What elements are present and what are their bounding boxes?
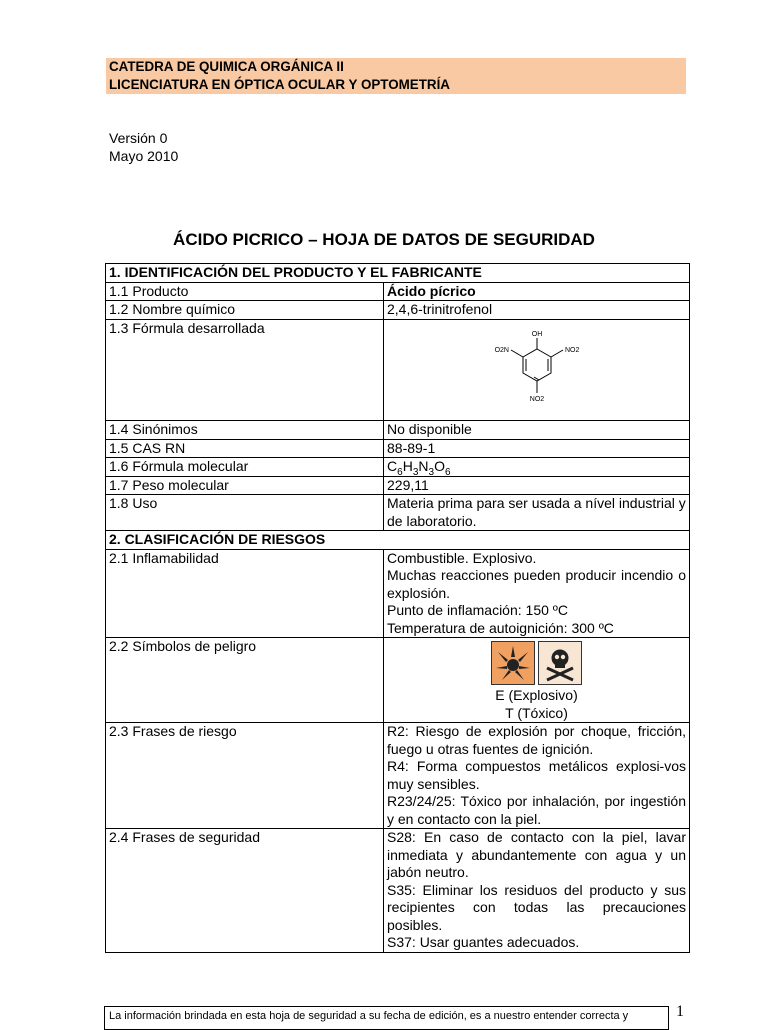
risk-phrase: R23/24/25: Tóxico por inhalación, por ingestión y en contacto con la piel.: [387, 793, 686, 827]
row-value: No disponible: [384, 421, 690, 440]
version-date: Mayo 2010: [109, 148, 179, 164]
row-label: 2.4 Frases de seguridad: [106, 829, 384, 953]
hazard-symbols: [387, 641, 686, 685]
version-block: [109, 129, 178, 165]
section2-heading-row: [106, 531, 690, 550]
formula-part: C: [387, 458, 398, 474]
row-label: 1.6 Fórmula molecular: [106, 458, 384, 477]
row-value: 229,11: [384, 476, 690, 495]
table-row: [106, 282, 690, 301]
picric-acid-structure: [387, 320, 687, 416]
table-row: [106, 495, 690, 531]
row-label: 1.1 Producto: [106, 282, 384, 301]
table-row: [106, 638, 690, 723]
explosive-symbol-icon: [491, 641, 535, 685]
course-header-line2: LICENCIATURA EN ÓPTICA OCULAR Y OPTOMETRÍA: [109, 77, 450, 92]
row-value: 88-89-1: [384, 439, 690, 458]
formula-part: H: [402, 458, 413, 474]
oh-label: OH: [531, 330, 543, 338]
row-label: 1.5 CAS RN: [106, 439, 384, 458]
flammability-line: Combustible. Explosivo.: [387, 549, 537, 566]
row-value: Materia prima para ser usada a nível industrial y de laboratorio.: [384, 495, 690, 531]
flammability-line: Temperatura de autoignición: 300 ºC: [387, 619, 614, 636]
flammability-line: Muchas reacciones pueden producir incendio o explosión.: [387, 567, 686, 601]
document-title: ÁCIDO PICRICO – HOJA DE DATOS DE SEGURIDAD: [173, 230, 595, 249]
row-value: [384, 549, 690, 638]
table-row: [106, 829, 690, 953]
row-label: 1.2 Nombre químico: [106, 301, 384, 320]
formula-sub: 3: [428, 466, 435, 478]
row-value: [384, 829, 690, 953]
table-row: [106, 458, 690, 477]
table-row: [106, 439, 690, 458]
section1-heading: 1. IDENTIFICACIÓN DEL PRODUCTO Y EL FABRICANTE: [106, 264, 690, 283]
formula-sub: 6: [397, 466, 403, 478]
flammability-line: Punto de inflamación: 150 ºC: [387, 602, 569, 618]
version-label: Versión 0: [109, 130, 168, 146]
footer-disclaimer: La información brindada en esta hoja de seguridad a su fecha de edición, es a nuestro entender correcta y: [104, 1006, 669, 1030]
safety-phrase: S28: En caso de contacto con la piel, lavar inmediata y abundantemente con agua y un jabón neutro.: [387, 829, 686, 880]
symbol-caption-explosive: E (Explosivo): [495, 687, 578, 703]
formula-sub: 3: [412, 466, 419, 478]
table-row: [106, 549, 690, 638]
row-label: 2.1 Inflamabilidad: [106, 549, 384, 638]
no2-bottom-label: NO2: [529, 395, 545, 403]
row-label: 2.2 Símbolos de peligro: [106, 638, 384, 723]
course-header-line1: CATEDRA DE QUIMICA ORGÁNICA II: [109, 59, 344, 74]
course-header-band: [106, 58, 686, 94]
risk-phrase: R4: Forma compuestos metálicos explosi-vos muy sensibles.: [387, 758, 686, 792]
no2-right-label: NO2: [565, 346, 580, 354]
safety-phrase: S37: Usar guantes adecuados.: [387, 934, 580, 950]
page-number: 1: [676, 1003, 684, 1020]
symbol-caption-toxic: T (Tóxico): [505, 704, 568, 721]
row-value: 2,4,6-trinitrofenol: [384, 301, 690, 320]
structure-cell: [384, 319, 690, 421]
safety-data-table: [105, 263, 690, 953]
table-row: [106, 476, 690, 495]
row-label: 1.7 Peso molecular: [106, 476, 384, 495]
formula-part: O: [434, 458, 445, 474]
table-row: [106, 319, 690, 421]
risk-phrase: R2: Riesgo de explosión por choque, fricción, fuego u otras fuentes de ignición.: [387, 723, 686, 757]
row-label: 1.8 Uso: [106, 495, 384, 531]
row-label: 1.4 Sinónimos: [106, 421, 384, 440]
table-row: [106, 723, 690, 829]
molecular-formula: [384, 458, 690, 477]
section1-heading-row: [106, 264, 690, 283]
safety-phrase: S35: Eliminar los residuos del producto y sus recipientes con todas las precauciones posibles.: [387, 881, 686, 933]
row-value: Ácido pícrico: [384, 282, 690, 301]
toxic-skull-icon: [538, 641, 582, 685]
table-row: [106, 301, 690, 320]
formula-part: N: [418, 458, 429, 474]
no2-left-label: O2N: [494, 346, 509, 354]
row-value: [384, 723, 690, 829]
formula-sub: 6: [444, 466, 451, 478]
table-row: [106, 421, 690, 440]
row-label: 1.3 Fórmula desarrollada: [106, 319, 384, 421]
hazard-symbols-cell: [384, 638, 690, 723]
section2-heading: 2. CLASIFICACIÓN DE RIESGOS: [106, 531, 690, 550]
row-label: 2.3 Frases de riesgo: [106, 723, 384, 829]
